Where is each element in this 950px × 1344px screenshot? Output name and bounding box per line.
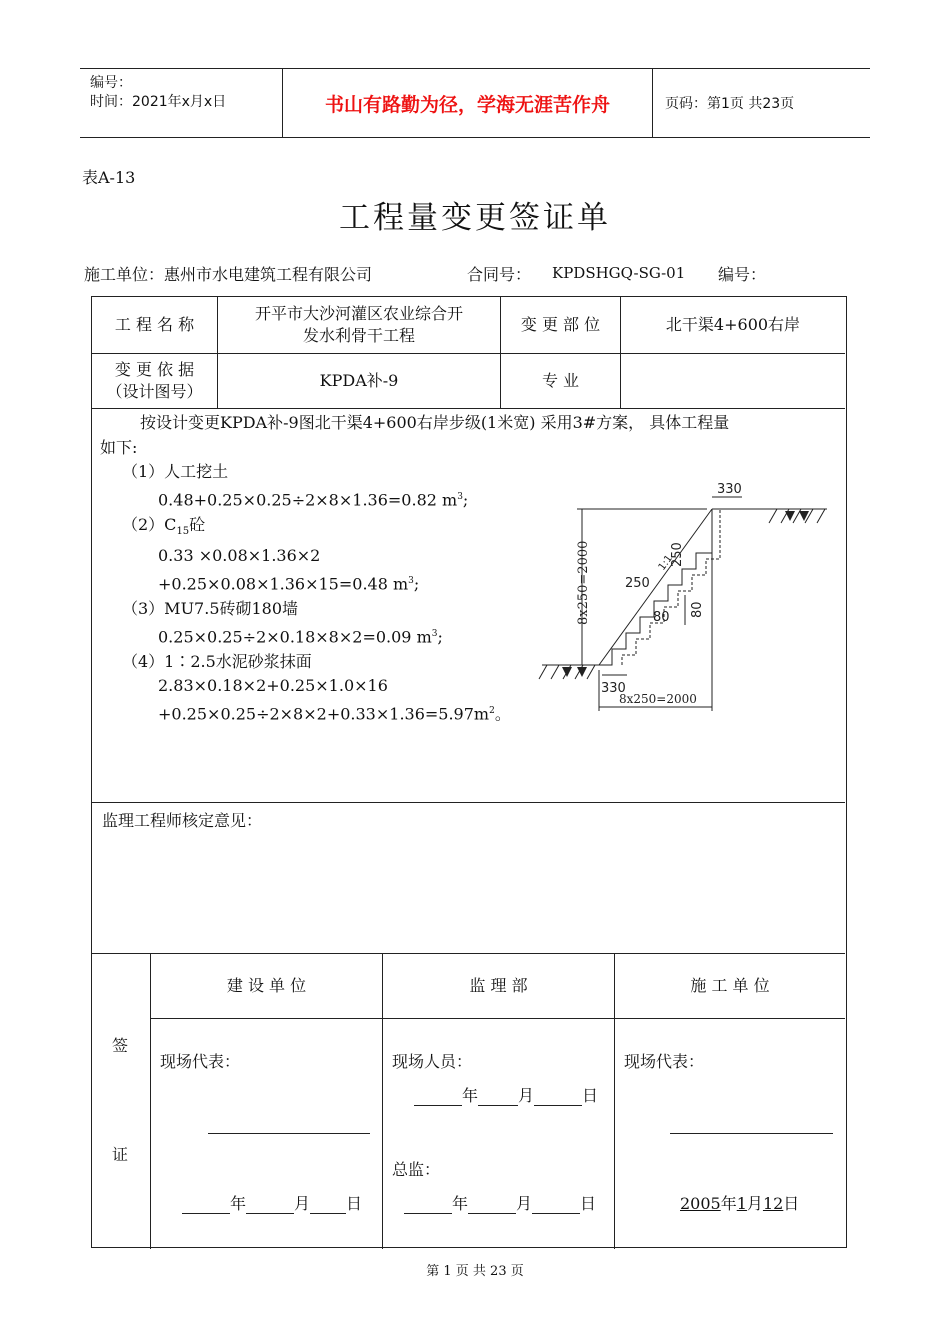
- page-title: 工程量变更签证单: [339, 200, 611, 236]
- item1-formula: 0.48+0.25×0.25÷2×8×1.36=0.82 $m^3$;: [158, 490, 469, 510]
- top-width-label: 330: [717, 482, 742, 497]
- contract-label: 合同号：: [467, 265, 532, 284]
- page-footer: 第 1 页 共 23 页: [426, 1264, 524, 1279]
- item2-formula1: 0.33 ×0.08×1.36×2: [158, 546, 321, 566]
- change-location-label: 变 更 部 位: [520, 315, 601, 334]
- intro-line2: 如下:: [100, 437, 138, 457]
- step-section-drawing: [537, 475, 837, 720]
- step-thick-label: 80: [653, 610, 670, 625]
- step-tread-a-label: 250: [670, 542, 685, 567]
- step-rise-label: 80: [690, 601, 705, 618]
- item1-title: （1）人工挖土: [122, 462, 229, 482]
- header-bar: [80, 68, 870, 138]
- supervision-header: 监 理 部: [469, 976, 528, 995]
- project-name-label: 工 程 名 称: [114, 315, 195, 334]
- owner-date: 年 月 日: [182, 1191, 362, 1214]
- chief-supervisor-date: 年 月 日: [404, 1191, 596, 1214]
- specialty-label: 专 业: [541, 371, 580, 390]
- basis-label-line2: （设计图号）: [106, 382, 203, 401]
- item3-formula: 0.25×0.25÷2×0.18×8×2=0.09 $m^3$;: [158, 626, 443, 646]
- header-page-info: 页码：第1页 共23页: [665, 96, 795, 112]
- item2-formula2: +0.25×0.08×1.36×15=0.48 $m^3$;: [158, 574, 420, 594]
- project-name-line2: 发水利骨干工程: [302, 326, 415, 345]
- item4-title: （4）1∶2.5水泥砂浆抹面: [122, 651, 312, 671]
- contractor-rep-label: 现场代表：: [624, 1052, 705, 1071]
- row-divider: [92, 408, 845, 409]
- vertical-dim-label: 8x250=2000: [576, 540, 591, 625]
- contractor-date: 2005年1月12日: [680, 1194, 800, 1213]
- owner-rep-label: 现场代表：: [160, 1052, 241, 1071]
- horizontal-dim-label: 8x250=2000: [619, 692, 697, 706]
- slope-line: [599, 509, 712, 665]
- form-code: 表A-13: [82, 168, 136, 187]
- ground-hatch-top: [769, 509, 825, 523]
- chief-supervisor-label: 总监：: [392, 1160, 441, 1179]
- project-name-value: [218, 297, 500, 353]
- slope-label: 1:1: [656, 553, 675, 573]
- supervisor-opinion-label: 监理工程师核定意见：: [102, 811, 263, 830]
- bottom-width-label: 330: [601, 681, 626, 696]
- sign-char-2: 证: [112, 1145, 129, 1164]
- step-tread-b-label: 250: [625, 576, 650, 591]
- basis-label: [92, 354, 217, 408]
- change-location-value: 北干渠4+600右岸: [665, 315, 801, 334]
- basis-label-line1: 变 更 依 据: [114, 360, 195, 379]
- supervisor-staff-date: 年 月 日: [414, 1083, 598, 1106]
- basis-value: KPDA补-9: [319, 371, 399, 390]
- header-left: [80, 69, 283, 137]
- header-number-label: 编号：: [90, 75, 132, 91]
- contractor-signature-line: [670, 1133, 833, 1134]
- sign-char-1: 签: [112, 1036, 129, 1055]
- owner-header: 建 设 单 位: [226, 976, 307, 995]
- intro-line1: 按设计变更KPDA补-9图北干渠4+600右岸步级(1米宽) 采用3#方案， 具体工程量: [140, 413, 730, 432]
- item2-title: $(2)C_{15}$砼: [122, 514, 206, 537]
- contractor-label: 施工单位：惠州市水电建筑工程有限公司: [84, 265, 373, 284]
- header-motto: 书山有路勤为径，学海无涯苦作舟: [283, 69, 653, 137]
- item3-title: （3）MU7.5砖砌180墙: [122, 599, 299, 618]
- contractor-header: 施 工 单 位: [690, 976, 770, 995]
- row-divider: [92, 802, 845, 803]
- change-form-table: [91, 296, 847, 1248]
- contract-number: KPDSHGQ-SG-01: [552, 264, 686, 282]
- owner-signature-line: [208, 1133, 370, 1134]
- item4-formula2: $+0.25\times 0.25\div 2\times 8\times 2+0.33\times 1.36=5.97m^2$。: [158, 704, 511, 724]
- specialty-value: [621, 354, 845, 408]
- project-name-line1: 开平市大沙河灌区农业综合开: [254, 304, 463, 323]
- number-label: 编号：: [718, 265, 767, 284]
- water-level-marks: [562, 511, 809, 677]
- header-time: 时间：2021年x月x日: [90, 94, 227, 110]
- item4-formula1: 2.83×0.18×2+0.25×1.0×16: [158, 676, 388, 696]
- row-divider: [150, 1018, 845, 1019]
- supervisor-staff-label: 现场人员：: [392, 1052, 473, 1071]
